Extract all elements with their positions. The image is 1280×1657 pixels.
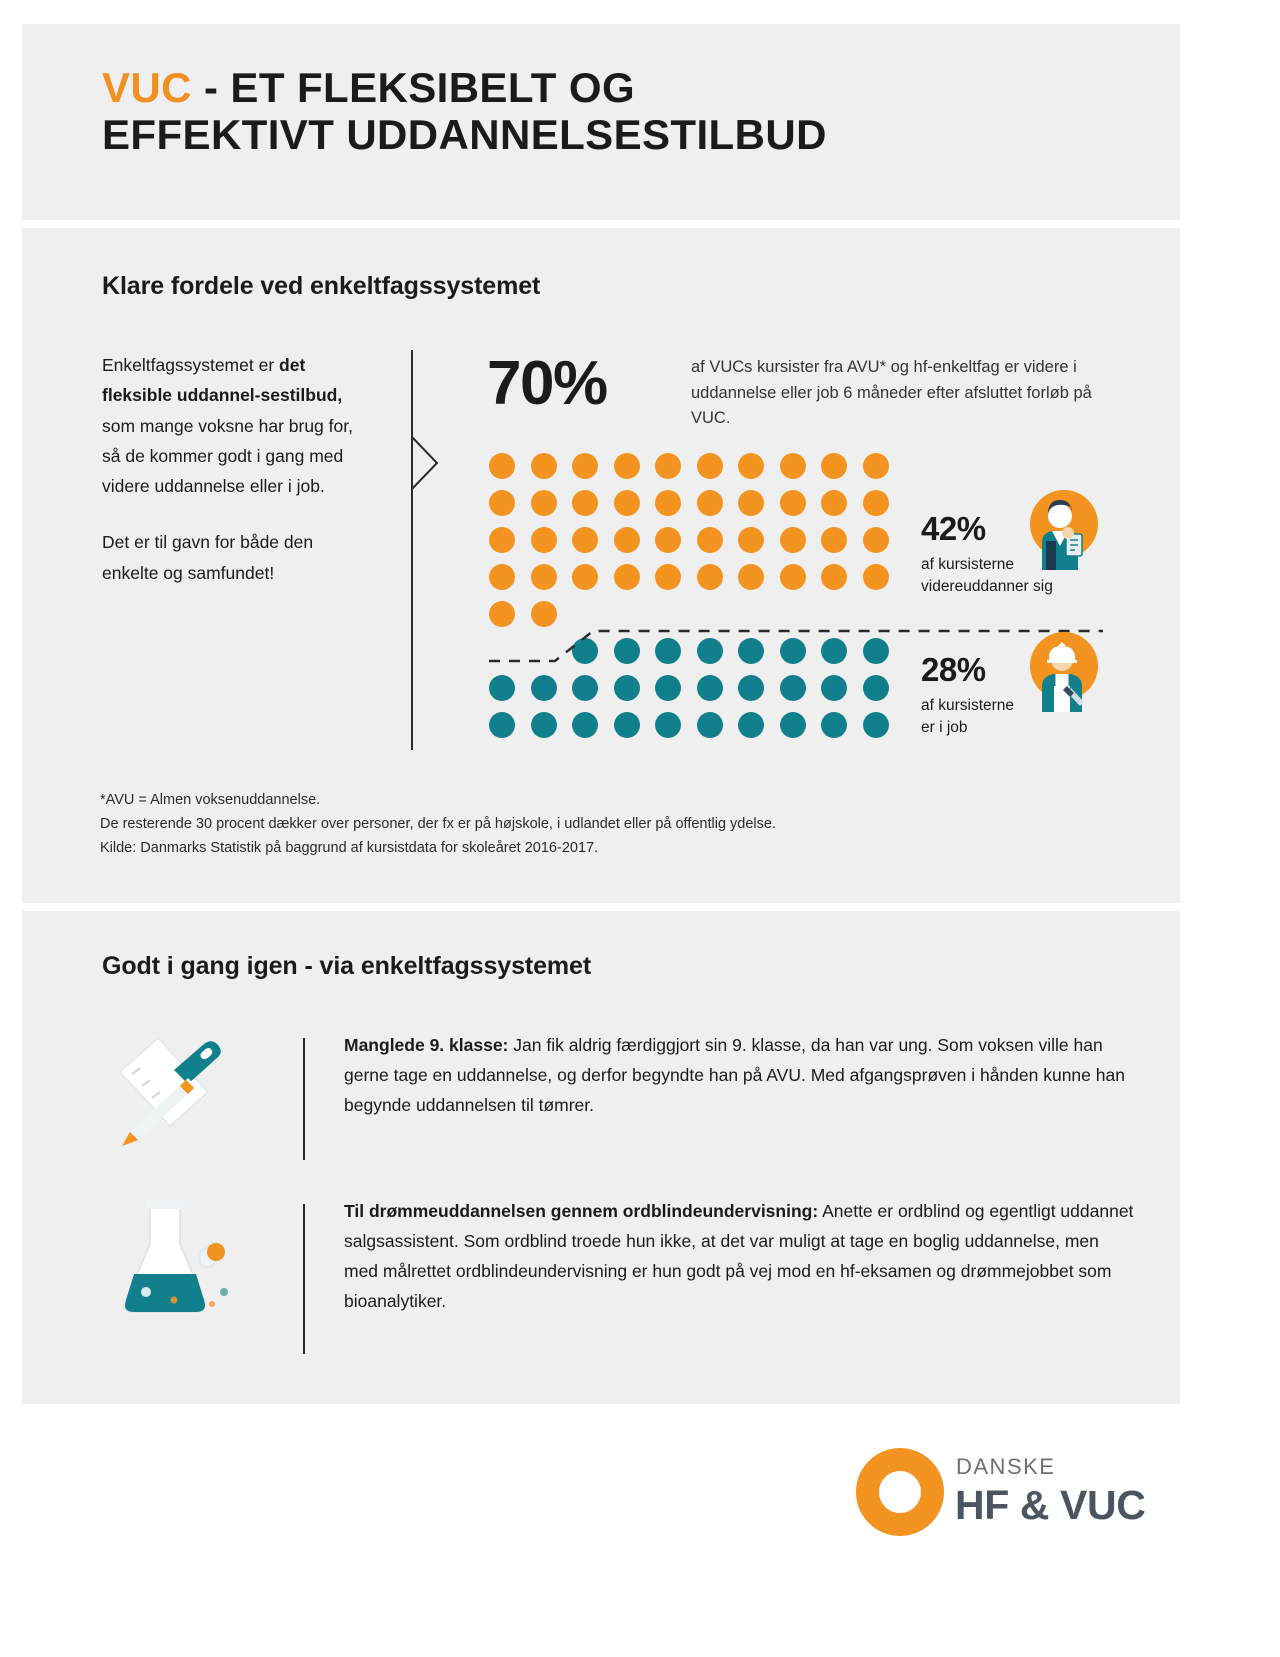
dot-teal bbox=[489, 675, 515, 701]
dot-orange bbox=[489, 527, 515, 553]
side-stat-label-line2: er i job bbox=[921, 719, 968, 736]
dot-teal bbox=[531, 675, 557, 701]
dot-row bbox=[489, 675, 885, 701]
dot-teal bbox=[531, 712, 557, 738]
dot-orange bbox=[489, 564, 515, 590]
case-bold-lead: Manglede 9. klasse: bbox=[344, 1035, 509, 1055]
dot-teal bbox=[863, 638, 889, 664]
dot-orange bbox=[655, 490, 681, 516]
intro-p1-part1: Enkeltfagssystemet er bbox=[102, 355, 280, 375]
side-stat-label-line2: videreuddanner sig bbox=[921, 578, 1053, 595]
dot-orange bbox=[863, 564, 889, 590]
dot-teal bbox=[614, 638, 640, 664]
dot-teal bbox=[738, 638, 764, 664]
big-percent-description: af VUCs kursister fra AVU* og hf-enkeltfag er videre i uddannelse eller job 6 måneder efter afsluttet forløb på VUC. bbox=[691, 358, 1092, 428]
dot-orange bbox=[697, 490, 723, 516]
dot-orange bbox=[863, 490, 889, 516]
dot-spacer bbox=[863, 601, 889, 627]
dot-orange bbox=[614, 564, 640, 590]
dot-orange bbox=[614, 490, 640, 516]
case-divider bbox=[303, 1038, 305, 1160]
dot-teal bbox=[780, 712, 806, 738]
side-stat-i-job bbox=[921, 653, 1014, 739]
dot-orange bbox=[780, 453, 806, 479]
dot-orange bbox=[697, 564, 723, 590]
dot-orange bbox=[863, 527, 889, 553]
dot-teal bbox=[780, 638, 806, 664]
dot-row bbox=[489, 601, 885, 627]
dot-orange bbox=[614, 527, 640, 553]
dot-orange bbox=[489, 453, 515, 479]
dot-teal bbox=[697, 675, 723, 701]
case-bold-lead: Til drømmeuddannelsen gennem ordblindeundervisning: bbox=[344, 1201, 819, 1221]
footnote-line: De resterende 30 procent dækker over personer, der fx er på højskole, i udlandet eller på offentlig ydelse. bbox=[100, 815, 776, 832]
page-title bbox=[102, 64, 827, 158]
dot-orange bbox=[780, 527, 806, 553]
big-percent-value: 70% bbox=[487, 349, 607, 418]
dot-teal bbox=[572, 675, 598, 701]
dot-row bbox=[489, 453, 885, 479]
dot-spacer bbox=[821, 601, 847, 627]
dot-spacer bbox=[738, 601, 764, 627]
dot-orange bbox=[572, 527, 598, 553]
dot-orange bbox=[614, 453, 640, 479]
dot-spacer bbox=[531, 638, 557, 664]
dot-teal bbox=[614, 712, 640, 738]
intro-paragraph-2: Det er til gavn for både den enkelte og samfundet! bbox=[102, 532, 314, 583]
dot-teal bbox=[489, 712, 515, 738]
dot-teal bbox=[821, 638, 847, 664]
dot-orange bbox=[863, 453, 889, 479]
ruler-pencil-icon bbox=[112, 1034, 262, 1154]
dot-orange bbox=[780, 564, 806, 590]
cases-panel bbox=[22, 911, 1180, 1404]
cases-heading: Godt i gang igen - via enkeltfagssystemet bbox=[102, 952, 592, 980]
side-stat-label bbox=[921, 695, 1014, 739]
dot-orange bbox=[697, 527, 723, 553]
dot-teal bbox=[738, 712, 764, 738]
logo-danske-text: DANSKE bbox=[956, 1454, 1056, 1479]
worker-icon bbox=[1016, 628, 1100, 712]
dot-orange bbox=[655, 527, 681, 553]
dot-row bbox=[489, 490, 885, 516]
dot-orange bbox=[531, 601, 557, 627]
dot-orange bbox=[655, 564, 681, 590]
logo-hfvuc-text: HF & VUC bbox=[955, 1482, 1146, 1528]
dot-orange bbox=[531, 490, 557, 516]
student-icon bbox=[1016, 486, 1100, 570]
dot-row bbox=[489, 527, 885, 553]
dot-row bbox=[489, 712, 885, 738]
dot-teal bbox=[821, 712, 847, 738]
dot-teal bbox=[572, 712, 598, 738]
case-text bbox=[344, 1030, 1134, 1120]
dot-orange bbox=[572, 564, 598, 590]
dot-teal bbox=[697, 712, 723, 738]
dot-orange bbox=[780, 490, 806, 516]
dot-teal bbox=[655, 675, 681, 701]
dot-row bbox=[489, 564, 885, 590]
dot-spacer bbox=[655, 601, 681, 627]
title-line-2: EFFEKTIVT UDDANNELSESTILBUD bbox=[102, 111, 827, 159]
dot-teal bbox=[863, 675, 889, 701]
intro-p1-bold: det fleksible uddannel-sestilbud, bbox=[102, 355, 343, 406]
dot-teal bbox=[821, 675, 847, 701]
side-stat-value: 28% bbox=[921, 651, 986, 688]
title-brand: VUC bbox=[102, 64, 192, 111]
footnote-line: Kilde: Danmarks Statistik på baggrund af kursistdata for skoleåret 2016-2017. bbox=[100, 839, 599, 856]
dot-spacer bbox=[489, 638, 515, 664]
dot-teal bbox=[738, 675, 764, 701]
dot-row bbox=[489, 638, 885, 664]
dot-orange bbox=[655, 453, 681, 479]
dot-spacer bbox=[614, 601, 640, 627]
dot-teal bbox=[780, 675, 806, 701]
dot-orange bbox=[531, 453, 557, 479]
dot-orange bbox=[821, 490, 847, 516]
flask-icon bbox=[112, 1200, 262, 1320]
side-stat-label-line1: af kursisterne bbox=[921, 697, 1015, 714]
case-divider bbox=[303, 1204, 305, 1354]
dot-orange bbox=[738, 564, 764, 590]
dot-orange bbox=[572, 490, 598, 516]
footnotes bbox=[100, 789, 776, 861]
dot-teal bbox=[697, 638, 723, 664]
dot-orange bbox=[821, 453, 847, 479]
title-rest: - ET FLEKSIBELT OG bbox=[191, 64, 636, 111]
benefits-intro-text bbox=[102, 350, 372, 588]
dot-orange bbox=[531, 527, 557, 553]
dot-orange bbox=[738, 490, 764, 516]
dot-orange bbox=[697, 453, 723, 479]
dot-orange bbox=[738, 453, 764, 479]
dot-orange bbox=[531, 564, 557, 590]
pictogram-dot-grid bbox=[489, 453, 885, 749]
dot-teal bbox=[655, 638, 681, 664]
dot-teal bbox=[863, 712, 889, 738]
dot-orange bbox=[489, 490, 515, 516]
dot-teal bbox=[655, 712, 681, 738]
dot-orange bbox=[821, 527, 847, 553]
benefits-heading: Klare fordele ved enkeltfagssystemet bbox=[102, 272, 541, 300]
dot-orange bbox=[572, 453, 598, 479]
dot-teal bbox=[572, 638, 598, 664]
case-body: Anette er ordblind og egentligt uddannet salgsassistent. Som ordblind troede hun ikke, at det var muligt at tage en boglig uddannelse, men med målrettet ordblindeundervisning er hun godt på vej mod en hf-eksamen og drømmejobbet som bioanalytiker. bbox=[344, 1201, 1134, 1312]
dot-teal bbox=[614, 675, 640, 701]
intro-paragraph-1 bbox=[102, 350, 372, 501]
dot-spacer bbox=[780, 601, 806, 627]
dot-orange bbox=[821, 564, 847, 590]
intro-p1-part2: som mange voksne har brug for, så de kommer godt i gang med videre uddannelse eller i job. bbox=[102, 415, 353, 497]
logo bbox=[856, 1440, 1146, 1550]
arrow-pointer-icon bbox=[412, 437, 438, 489]
footnote-line: *AVU = Almen voksenuddannelse. bbox=[100, 792, 321, 808]
dot-orange bbox=[738, 527, 764, 553]
stats-vertical-divider bbox=[411, 350, 413, 750]
title-line-1 bbox=[102, 64, 827, 111]
dot-spacer bbox=[697, 601, 723, 627]
logo-ring-icon bbox=[856, 1448, 944, 1536]
dot-spacer bbox=[572, 601, 598, 627]
side-stat-label-line1: af kursisterne bbox=[921, 556, 1015, 573]
dot-orange bbox=[489, 601, 515, 627]
side-stat-value: 42% bbox=[921, 510, 986, 547]
case-text bbox=[344, 1196, 1134, 1316]
case-body: Jan fik aldrig færdiggjort sin 9. klasse, da han var ung. Som voksen ville han gerne tage en uddannelse, og derfor begyndte han på AVU. Med afgangsprøven i hånden kunne han begynde uddannelsen til tømrer. bbox=[344, 1035, 1125, 1116]
